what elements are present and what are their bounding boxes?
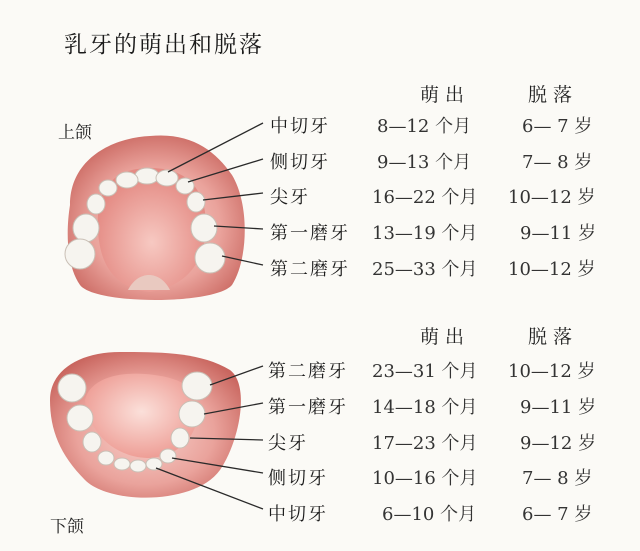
table-row xyxy=(0,429,640,463)
tooth-name: 第一磨牙 xyxy=(268,397,348,418)
shed-age: 10—12 岁 xyxy=(508,187,596,208)
table-row xyxy=(0,500,640,534)
erupt-age: 10—16 个月 xyxy=(372,468,478,489)
shed-age: 10—12 岁 xyxy=(508,361,596,382)
lower-jaw-label: 下颌 xyxy=(50,517,84,537)
tooth-name: 尖牙 xyxy=(268,433,308,454)
erupt-age: 6—10 个月 xyxy=(382,504,477,525)
shed-age: 6— 7 岁 xyxy=(522,504,593,525)
tooth-name: 第二磨牙 xyxy=(268,361,348,382)
tooth-name: 尖牙 xyxy=(270,187,310,208)
tooth-name: 第二磨牙 xyxy=(270,259,350,280)
erupt-age: 9—13 个月 xyxy=(377,152,472,173)
tooth-name: 中切牙 xyxy=(270,116,330,137)
upper-header-erupt: 萌出 xyxy=(420,84,471,106)
erupt-age: 13—19 个月 xyxy=(372,223,478,244)
upper-jaw-label: 上颌 xyxy=(58,123,92,143)
lower-header-shed: 脱落 xyxy=(528,326,579,348)
erupt-age: 23—31 个月 xyxy=(372,361,478,382)
shed-age: 10—12 岁 xyxy=(508,259,596,280)
table-row xyxy=(0,255,640,289)
upper-header-shed: 脱落 xyxy=(528,84,579,106)
lower-header-erupt: 萌出 xyxy=(420,326,471,348)
erupt-age: 17—23 个月 xyxy=(372,433,478,454)
erupt-age: 25—33 个月 xyxy=(372,259,478,280)
table-row xyxy=(0,183,640,217)
erupt-age: 8—12 个月 xyxy=(377,116,472,137)
shed-age: 9—12 岁 xyxy=(520,433,597,454)
tooth-name: 侧切牙 xyxy=(268,468,328,489)
shed-age: 7— 8 岁 xyxy=(522,152,593,173)
tooth-name: 侧切牙 xyxy=(270,152,330,173)
tooth-name: 第一磨牙 xyxy=(270,223,350,244)
table-row xyxy=(0,219,640,253)
table-row xyxy=(0,464,640,498)
shed-age: 7— 8 岁 xyxy=(522,468,593,489)
table-row xyxy=(0,148,640,182)
shed-age: 6— 7 岁 xyxy=(522,116,593,137)
tooth-name: 中切牙 xyxy=(268,504,328,525)
table-row xyxy=(0,112,640,146)
erupt-age: 16—22 个月 xyxy=(372,187,478,208)
shed-age: 9—11 岁 xyxy=(520,397,597,418)
table-row xyxy=(0,393,640,427)
erupt-age: 14—18 个月 xyxy=(372,397,478,418)
table-row xyxy=(0,357,640,391)
page-title: 乳牙的萌出和脱落 xyxy=(64,32,264,58)
shed-age: 9—11 岁 xyxy=(520,223,597,244)
